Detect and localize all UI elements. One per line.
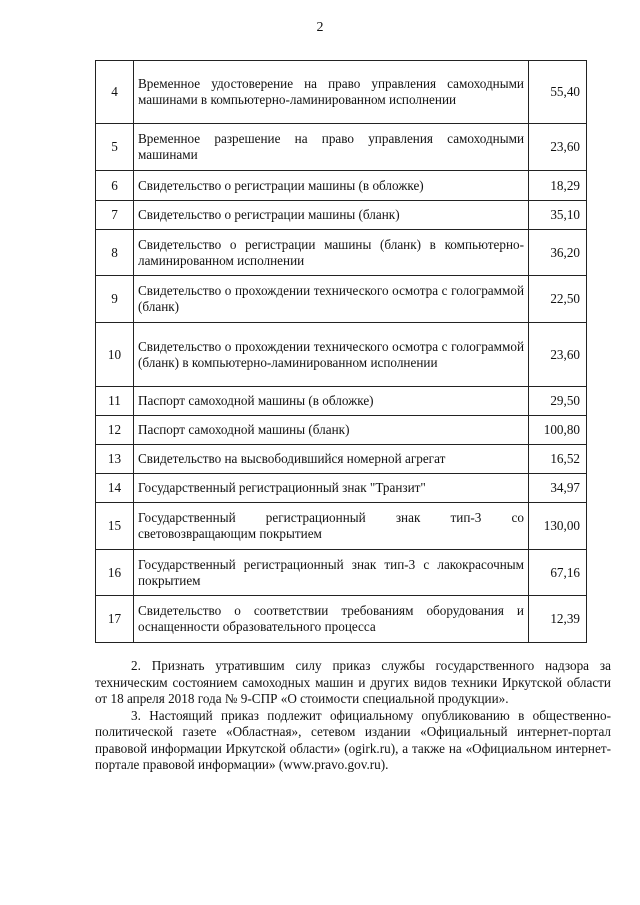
row-number: 5 <box>96 124 134 171</box>
document-price: 22,50 <box>529 276 587 323</box>
document-name: Государственный регистрационный знак тип-3 со световозвращающим покрытием <box>134 503 529 550</box>
table-row <box>96 201 587 230</box>
document-name: Государственный регистрационный знак "Транзит" <box>134 474 529 503</box>
document-price: 130,00 <box>529 503 587 550</box>
table-row <box>96 124 587 171</box>
document-name: Временное разрешение на право управления самоходными машинами <box>134 124 529 171</box>
row-number: 13 <box>96 445 134 474</box>
table-row <box>96 474 587 503</box>
row-number: 10 <box>96 323 134 387</box>
document-price: 36,20 <box>529 230 587 276</box>
row-number: 8 <box>96 230 134 276</box>
table-row <box>96 445 587 474</box>
row-number: 16 <box>96 550 134 596</box>
document-price: 18,29 <box>529 171 587 201</box>
paragraph-repeal: 2. Признать утратившим силу приказ службы государственного надзора за техническим состоянием самоходных машин и других видов техники Иркутской области от 18 апреля 2018 года № 9-СПР «О стоимости специальной продукции». <box>95 658 611 706</box>
document-name: Свидетельство о соответствии требованиям оборудования и оснащенности образовательного процесса <box>134 596 529 643</box>
document-name: Государственный регистрационный знак тип-3 с лакокрасочным покрытием <box>134 550 529 596</box>
row-number: 11 <box>96 387 134 416</box>
document-name: Паспорт самоходной машины (в обложке) <box>134 387 529 416</box>
table-row <box>96 171 587 201</box>
page-number: 2 <box>316 20 324 35</box>
document-name: Свидетельство о регистрации машины (бланк) в компьютерно-ламинированном исполнении <box>134 230 529 276</box>
row-number: 12 <box>96 416 134 445</box>
document-price: 67,16 <box>529 550 587 596</box>
document-price: 23,60 <box>529 124 587 171</box>
table-row <box>96 596 587 643</box>
row-number: 9 <box>96 276 134 323</box>
document-price: 29,50 <box>529 387 587 416</box>
document-price: 16,52 <box>529 445 587 474</box>
row-number: 15 <box>96 503 134 550</box>
table-row <box>96 416 587 445</box>
document-price: 100,80 <box>529 416 587 445</box>
order-text <box>95 658 611 774</box>
document-name: Свидетельство о прохождении технического осмотра с голограммой (бланк) в компьютерно-ламинированном исполнении <box>134 323 529 387</box>
table-row <box>96 323 587 387</box>
price-table <box>95 60 587 643</box>
document-price: 34,97 <box>529 474 587 503</box>
document-name: Свидетельство на высвободившийся номерной агрегат <box>134 445 529 474</box>
table-row <box>96 550 587 596</box>
paragraph-publication: 3. Настоящий приказ подлежит официальному опубликованию в общественно-политической газете «Областная», сетевом издании «Официальный интернет-портал правовой информации Иркутской области» (ogirk.ru), а также на «Официальном интернет-портале правовой информации» (www.pravo.gov.ru). <box>95 707 611 772</box>
document-name: Паспорт самоходной машины (бланк) <box>134 416 529 445</box>
document-price: 35,10 <box>529 201 587 230</box>
row-number: 7 <box>96 201 134 230</box>
table-row <box>96 276 587 323</box>
row-number: 17 <box>96 596 134 643</box>
row-number: 4 <box>96 61 134 124</box>
table-row <box>96 503 587 550</box>
table-row <box>96 387 587 416</box>
document-name: Свидетельство о регистрации машины (бланк) <box>134 201 529 230</box>
document-price: 55,40 <box>529 61 587 124</box>
table-row <box>96 61 587 124</box>
document-name: Временное удостоверение на право управления самоходными машинами в компьютерно-ламинированном исполнении <box>134 61 529 124</box>
row-number: 14 <box>96 474 134 503</box>
document-price: 12,39 <box>529 596 587 643</box>
document-price: 23,60 <box>529 323 587 387</box>
row-number: 6 <box>96 171 134 201</box>
table-row <box>96 230 587 276</box>
document-name: Свидетельство о прохождении технического осмотра с голограммой (бланк) <box>134 276 529 323</box>
document-name: Свидетельство о регистрации машины (в обложке) <box>134 171 529 201</box>
